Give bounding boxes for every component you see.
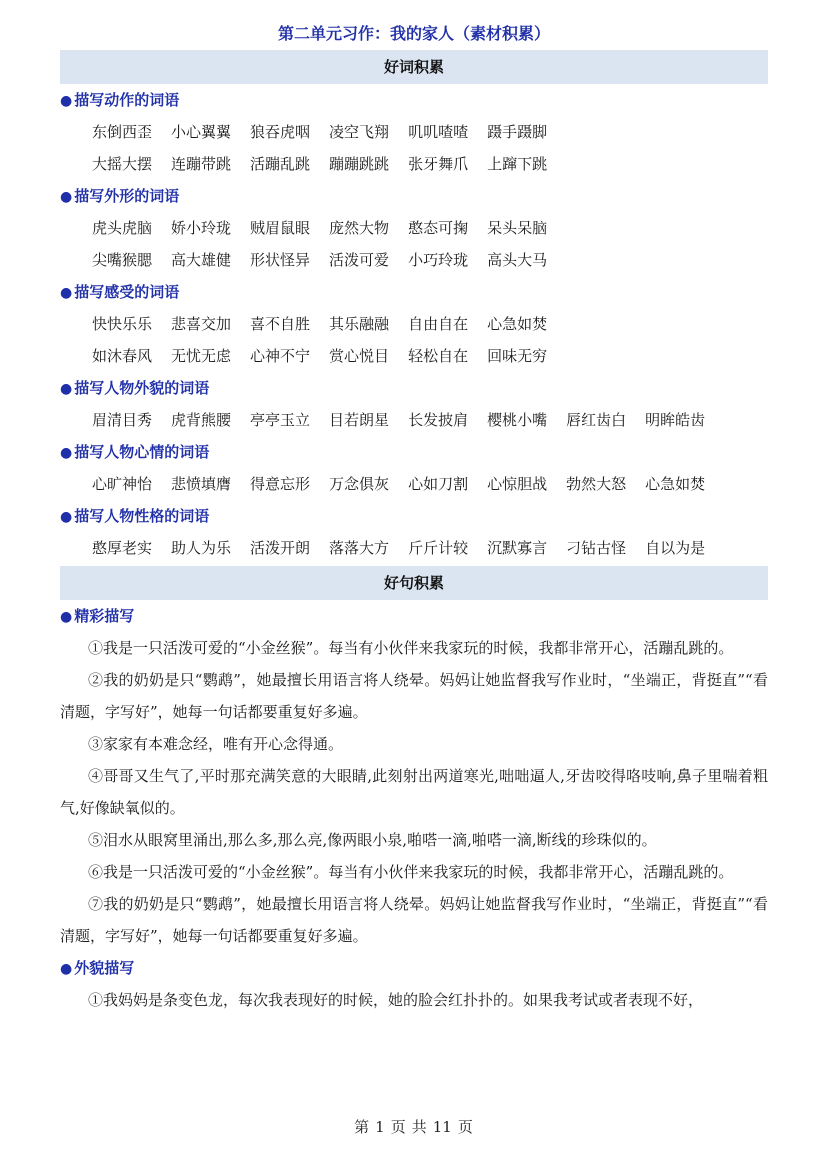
- word-item: 凌空飞翔: [329, 123, 390, 141]
- bullet-icon: ●: [60, 381, 73, 397]
- category-label: 精彩描写: [74, 607, 135, 625]
- word-item: 活蹦乱跳: [250, 155, 311, 173]
- word-item: 小心翼翼: [171, 123, 232, 141]
- bullet-icon: ●: [60, 93, 73, 109]
- sentence-groups: [60, 600, 768, 1016]
- word-row: [92, 244, 768, 276]
- category-label: 描写人物性格的词语: [74, 507, 210, 525]
- sentence-paragraph: ①我妈妈是条变色龙，每次我表现好的时候，她的脸会红扑扑的。如果我考试或者表现不好，: [88, 991, 704, 1009]
- word-item: 悲喜交加: [171, 315, 232, 333]
- word-row: [92, 116, 768, 148]
- word-item: 活泼开朗: [250, 539, 311, 557]
- word-item: 快快乐乐: [92, 315, 153, 333]
- word-item: 庞然大物: [329, 219, 390, 237]
- sentence-paragraph: ②我的奶奶是只“鹦鹉”，她最擅长用语言将人绕晕。妈妈让她监督我写作业时，“坐端正，背挺直”“看清题，字写好”，她每一句话都要重复好多遍。: [60, 671, 768, 721]
- word-item: 连蹦带跳: [171, 155, 232, 173]
- word-item: 东倒西歪: [92, 123, 153, 141]
- word-item: 高头大马: [487, 251, 548, 269]
- word-item: 其乐融融: [329, 315, 390, 333]
- word-item: 呆头呆脑: [487, 219, 548, 237]
- word-item: 心神不宁: [250, 347, 311, 365]
- word-item: 长发披肩: [408, 411, 469, 429]
- word-item: 娇小玲珑: [171, 219, 232, 237]
- word-item: 目若朗星: [329, 411, 390, 429]
- word-item: 眉清目秀: [92, 411, 153, 429]
- word-item: 憨厚老实: [92, 539, 153, 557]
- page-title: 第二单元习作：我的家人（素材积累）: [277, 24, 550, 43]
- word-item: 活泼可爱: [329, 251, 390, 269]
- bullet-icon: ●: [60, 509, 73, 525]
- category-heading: [60, 180, 768, 212]
- word-list: [60, 308, 768, 372]
- word-item: 小巧玲珑: [408, 251, 469, 269]
- word-row: [92, 212, 768, 244]
- word-item: 大摇大摆: [92, 155, 153, 173]
- word-item: 心急如焚: [487, 315, 548, 333]
- word-item: 如沐春风: [92, 347, 153, 365]
- sentence-paragraph: ⑤泪水从眼窝里涌出,那么多,那么亮,像两眼小泉,啪嗒一滴,啪嗒一滴,断线的珍珠似的。: [88, 831, 657, 849]
- word-groups: [60, 84, 768, 564]
- word-list: [60, 212, 768, 276]
- category-heading: [60, 436, 768, 468]
- word-item: 形状怪异: [250, 251, 311, 269]
- category-heading: [60, 952, 768, 984]
- sentence-paragraph: ③家家有本难念经，唯有开心念得通。: [88, 735, 344, 753]
- category-label: 描写感受的词语: [74, 283, 180, 301]
- word-item: 上蹿下跳: [487, 155, 548, 173]
- word-item: 狼吞虎咽: [250, 123, 311, 141]
- word-item: 喜不自胜: [250, 315, 311, 333]
- footer-text: 页: [457, 1118, 473, 1136]
- word-item: 沉默寡言: [487, 539, 548, 557]
- word-row: [92, 468, 768, 500]
- page-number: 1: [375, 1118, 385, 1136]
- sentence-paragraph: ①我是一只活泼可爱的“小金丝猴”。每当有小伙伴来我家玩的时候，我都非常开心，活蹦乱跳的。: [88, 639, 734, 657]
- word-row: [92, 532, 768, 564]
- word-item: 无忧无虑: [171, 347, 232, 365]
- word-item: 蹑手蹑脚: [487, 123, 548, 141]
- category-heading: [60, 276, 768, 308]
- section-header-words: 好词积累: [60, 50, 768, 84]
- word-item: 唇红齿白: [566, 411, 627, 429]
- word-item: 蹦蹦跳跳: [329, 155, 390, 173]
- word-item: 自由自在: [408, 315, 469, 333]
- word-item: 樱桃小嘴: [487, 411, 548, 429]
- sentence-paragraph: ④哥哥又生气了,平时那充满笑意的大眼睛,此刻射出两道寒光,咄咄逼人,牙齿咬得咯吱响,鼻子里喘着粗气,好像缺氧似的。: [60, 767, 768, 817]
- bullet-icon: ●: [60, 609, 73, 625]
- word-item: 明眸皓齿: [645, 411, 706, 429]
- category-label: 描写外形的词语: [74, 187, 180, 205]
- word-item: 落落大方: [329, 539, 390, 557]
- word-row: [92, 148, 768, 180]
- word-item: 得意忘形: [250, 475, 311, 493]
- word-item: 虎头虎脑: [92, 219, 153, 237]
- category-label: 描写人物外貌的词语: [74, 379, 210, 397]
- word-item: 高大雄健: [171, 251, 232, 269]
- document-page: [60, 18, 768, 1016]
- category-label: 描写人物心情的词语: [74, 443, 210, 461]
- word-item: 轻松自在: [408, 347, 469, 365]
- bullet-icon: ●: [60, 445, 73, 461]
- bullet-icon: ●: [60, 189, 73, 205]
- word-row: [92, 340, 768, 372]
- word-item: 心急如焚: [645, 475, 706, 493]
- category-heading: [60, 84, 768, 116]
- word-item: 助人为乐: [171, 539, 232, 557]
- word-item: 张牙舞爪: [408, 155, 469, 173]
- section-header-sentences: 好句积累: [60, 566, 768, 600]
- word-item: 心惊胆战: [487, 475, 548, 493]
- bullet-icon: ●: [60, 285, 73, 301]
- bullet-icon: ●: [60, 961, 73, 977]
- word-list: [60, 468, 768, 500]
- word-item: 心旷神怡: [92, 475, 153, 493]
- category-heading: [60, 500, 768, 532]
- word-item: 悲愤填膺: [171, 475, 232, 493]
- category-label: 外貌描写: [74, 959, 135, 977]
- word-item: 自以为是: [645, 539, 706, 557]
- word-item: 贼眉鼠眼: [250, 219, 311, 237]
- sentence-paragraph: ⑦我的奶奶是只“鹦鹉”，她最擅长用语言将人绕晕。妈妈让她监督我写作业时，“坐端正，背挺直”“看清题，字写好”，她每一句话都要重复好多遍。: [60, 895, 768, 945]
- footer-text: 第: [354, 1118, 370, 1136]
- category-heading: [60, 372, 768, 404]
- sentence-paragraph: ⑥我是一只活泼可爱的“小金丝猴”。每当有小伙伴来我家玩的时候，我都非常开心，活蹦乱跳的。: [88, 863, 734, 881]
- word-item: 叽叽喳喳: [408, 123, 469, 141]
- word-list: [60, 404, 768, 436]
- word-item: 赏心悦目: [329, 347, 390, 365]
- word-item: 回味无穷: [487, 347, 548, 365]
- word-list: [60, 532, 768, 564]
- word-item: 虎背熊腰: [171, 411, 232, 429]
- word-item: 斤斤计较: [408, 539, 469, 557]
- page-footer: [0, 1116, 827, 1137]
- category-label: 描写动作的词语: [74, 91, 180, 109]
- word-item: 万念俱灰: [329, 475, 390, 493]
- word-row: [92, 308, 768, 340]
- word-list: [60, 116, 768, 180]
- word-item: 勃然大怒: [566, 475, 627, 493]
- word-item: 尖嘴猴腮: [92, 251, 153, 269]
- word-item: 刁钻古怪: [566, 539, 627, 557]
- word-item: 亭亭玉立: [250, 411, 311, 429]
- word-item: 憨态可掬: [408, 219, 469, 237]
- page-total: 11: [432, 1118, 452, 1136]
- footer-text: 页: [390, 1118, 406, 1136]
- word-row: [92, 404, 768, 436]
- footer-text: 共: [411, 1118, 427, 1136]
- word-item: 心如刀割: [408, 475, 469, 493]
- category-heading: [60, 600, 768, 632]
